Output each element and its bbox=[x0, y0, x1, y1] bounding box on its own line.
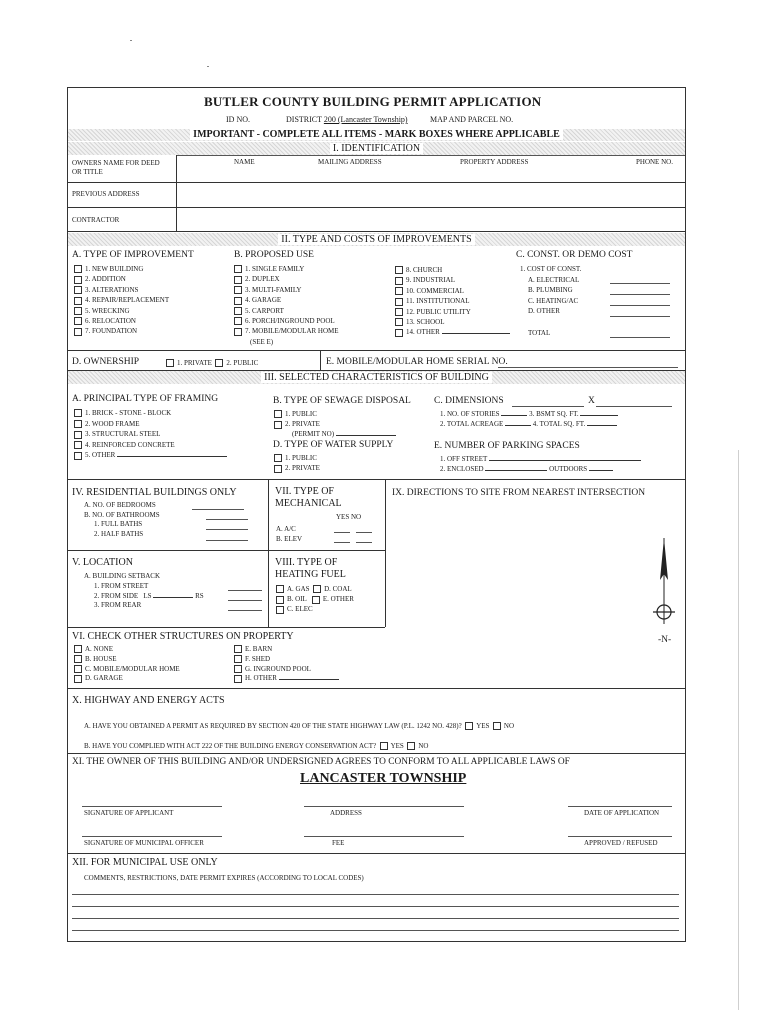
address-line[interactable] bbox=[304, 806, 464, 807]
yes-no-header: YES NO bbox=[336, 513, 362, 521]
dimensions-list bbox=[440, 409, 618, 430]
cost-row: C. HEATING/AC bbox=[528, 296, 579, 305]
framing-option[interactable]: 1. BRICK - STONE - BLOCK bbox=[74, 408, 227, 419]
electrical-blank[interactable] bbox=[610, 283, 670, 284]
fuel-elec[interactable]: C. ELEC bbox=[287, 605, 313, 614]
water-supply-title: D. TYPE OF WATER SUPPLY bbox=[273, 440, 394, 450]
from-street-label: 1. FROM STREET bbox=[94, 581, 149, 590]
framing-title: A. PRINCIPAL TYPE OF FRAMING bbox=[72, 394, 219, 404]
checkbox[interactable] bbox=[234, 286, 242, 294]
elev-yes-blank[interactable] bbox=[334, 542, 350, 543]
sewage-list bbox=[274, 409, 396, 440]
section-1-header: I. IDENTIFICATION bbox=[68, 142, 685, 155]
checkbox[interactable] bbox=[74, 420, 82, 428]
half-baths-label: 2. HALF BATHS bbox=[94, 529, 144, 538]
rule bbox=[68, 853, 685, 854]
ac-no-blank[interactable] bbox=[356, 532, 372, 533]
outdoors-label: OUTDOORS bbox=[549, 465, 588, 474]
bsmt-label: 3. BSMT SQ. FT. bbox=[529, 410, 579, 418]
checkbox[interactable] bbox=[74, 276, 82, 284]
improvement-option[interactable]: 1. NEW BUILDING bbox=[74, 264, 169, 274]
rule bbox=[68, 231, 685, 232]
comments-line[interactable] bbox=[72, 918, 679, 919]
proposed-use-option[interactable]: 10. COMMERCIAL bbox=[395, 286, 510, 296]
heating-fuel-list bbox=[276, 584, 354, 615]
full-baths-blank[interactable] bbox=[206, 529, 248, 530]
proposed-use-option[interactable]: 9. INDUSTRIAL bbox=[395, 275, 510, 285]
rule bbox=[68, 182, 685, 183]
comments-line[interactable] bbox=[72, 906, 679, 907]
fuel-other[interactable]: E. OTHER bbox=[322, 595, 354, 604]
framing-option[interactable]: 3. STRUCTURAL STEEL bbox=[74, 429, 227, 440]
rule bbox=[68, 753, 685, 754]
date-line[interactable] bbox=[568, 806, 672, 807]
improvement-option[interactable]: 6. RELOCATION bbox=[74, 316, 169, 326]
mechanical-title-line2: MECHANICAL bbox=[275, 498, 342, 509]
improvement-option[interactable]: 3. ALTERATIONS bbox=[74, 285, 169, 295]
framing-option[interactable]: 4. REINFORCED CONCRETE bbox=[74, 440, 227, 451]
proposed-use-list bbox=[234, 264, 339, 347]
proposed-use-option[interactable]: 13. SCHOOL bbox=[395, 317, 510, 327]
checkbox[interactable] bbox=[234, 297, 242, 305]
framing-option[interactable]: 2. WOOD FRAME bbox=[74, 419, 227, 430]
rule bbox=[68, 550, 385, 551]
checkbox[interactable] bbox=[395, 298, 403, 306]
sewage-title: B. TYPE OF SEWAGE DISPOSAL bbox=[273, 396, 411, 406]
heating-title-line1: VIII. TYPE OF bbox=[275, 557, 338, 568]
checkbox[interactable] bbox=[276, 596, 284, 604]
dimension-x: X bbox=[588, 396, 595, 406]
col-mailing-address: MAILING ADDRESS bbox=[318, 158, 382, 166]
parking-title: E. NUMBER OF PARKING SPACES bbox=[434, 441, 580, 451]
rule bbox=[176, 155, 177, 231]
checkbox[interactable] bbox=[234, 328, 242, 336]
improvement-option[interactable]: 4. REPAIR/REPLACEMENT bbox=[74, 295, 169, 305]
residential-list bbox=[84, 501, 160, 539]
structures-col-2 bbox=[234, 645, 339, 684]
serial-no-title: E. MOBILE/MODULAR HOME SERIAL NO. bbox=[326, 357, 508, 367]
other-structures-title: VI. CHECK OTHER STRUCTURES ON PROPERTY bbox=[72, 631, 294, 642]
rule bbox=[68, 688, 685, 689]
improvement-option[interactable]: 2. ADDITION bbox=[74, 274, 169, 284]
comments-label: COMMENTS, RESTRICTIONS, DATE PERMIT EXPIRES (ACCORDING TO LOCAL CODES) bbox=[84, 874, 364, 882]
rs-blank[interactable] bbox=[228, 600, 262, 601]
enclosed-label: 2. ENCLOSED bbox=[440, 465, 484, 474]
id-label: ID NO. bbox=[226, 115, 250, 124]
approved-line[interactable] bbox=[568, 836, 672, 837]
checkbox[interactable] bbox=[74, 431, 82, 439]
north-label: -N- bbox=[658, 635, 672, 645]
checkbox[interactable] bbox=[234, 276, 242, 284]
structure-option[interactable]: H. OTHER bbox=[234, 674, 339, 684]
heating-blank[interactable] bbox=[610, 305, 670, 306]
bedrooms-blank[interactable] bbox=[192, 509, 244, 510]
from-rear-label: 3. FROM REAR bbox=[94, 601, 142, 610]
checkbox[interactable] bbox=[274, 465, 282, 473]
heating-title-line2: HEATING FUEL bbox=[275, 569, 346, 580]
checkbox[interactable] bbox=[74, 441, 82, 449]
checkbox[interactable] bbox=[395, 287, 403, 295]
energy-yes[interactable]: YES bbox=[390, 742, 404, 750]
improvement-option[interactable]: 7. FOUNDATION bbox=[74, 326, 169, 336]
checkbox[interactable] bbox=[234, 665, 242, 673]
framing-list bbox=[74, 408, 227, 461]
location-title: V. LOCATION bbox=[72, 557, 133, 568]
off-street-label: 1. OFF STREET bbox=[440, 455, 488, 463]
checkbox[interactable] bbox=[74, 328, 82, 336]
mechanical-title bbox=[275, 486, 342, 510]
checkbox[interactable] bbox=[74, 297, 82, 305]
highway-energy-title: X. HIGHWAY AND ENERGY ACTS bbox=[72, 695, 225, 706]
previous-address-label: PREVIOUS ADDRESS bbox=[72, 190, 140, 198]
owner-name-label: OWNERS NAME FOR DEED OR TITLE bbox=[72, 159, 160, 176]
heating-fuel-title bbox=[275, 557, 346, 581]
serial-no-blank[interactable] bbox=[498, 367, 678, 368]
comments-line[interactable] bbox=[72, 894, 679, 895]
rule bbox=[320, 350, 321, 370]
rule bbox=[68, 350, 685, 351]
structure-option[interactable]: B. HOUSE bbox=[74, 655, 180, 665]
water-option[interactable]: 2. PRIVATE bbox=[274, 463, 320, 473]
water-option[interactable]: 1. PUBLIC bbox=[274, 453, 320, 463]
approved-label: APPROVED / REFUSED bbox=[584, 839, 658, 847]
improvement-list bbox=[74, 264, 169, 337]
checkbox[interactable] bbox=[465, 722, 473, 730]
fee-line[interactable] bbox=[304, 836, 464, 837]
acreage-label: 2. TOTAL ACREAGE bbox=[440, 420, 504, 429]
comments-line[interactable] bbox=[72, 930, 679, 931]
plumbing-blank[interactable] bbox=[610, 294, 670, 295]
total-blank[interactable] bbox=[610, 337, 670, 338]
rule bbox=[68, 627, 385, 628]
fuel-gas[interactable]: A. GAS bbox=[287, 585, 310, 593]
permit-form bbox=[67, 87, 686, 942]
checkbox[interactable] bbox=[234, 265, 242, 273]
col-property-address: PROPERTY ADDRESS bbox=[460, 158, 529, 166]
dimension-blank[interactable] bbox=[596, 406, 672, 407]
checkbox[interactable] bbox=[274, 454, 282, 462]
cost-list bbox=[520, 264, 581, 317]
checkbox[interactable] bbox=[74, 307, 82, 315]
dimensions-title: C. DIMENSIONS bbox=[434, 396, 504, 406]
applicant-signature-line[interactable] bbox=[82, 806, 222, 807]
important-banner: IMPORTANT - COMPLETE ALL ITEMS - MARK BOXES WHERE APPLICABLE bbox=[68, 129, 685, 141]
checkbox[interactable] bbox=[74, 409, 82, 417]
checkbox[interactable] bbox=[312, 596, 320, 604]
elev-no-blank[interactable] bbox=[356, 542, 372, 543]
checkbox[interactable] bbox=[74, 265, 82, 273]
ls-label: LS bbox=[143, 591, 152, 600]
structure-option[interactable]: A. NONE bbox=[74, 645, 180, 655]
form-title: BUTLER COUNTY BUILDING PERMIT APPLICATION bbox=[204, 94, 542, 109]
checkbox[interactable] bbox=[274, 421, 282, 429]
highway-no[interactable]: NO bbox=[503, 722, 515, 730]
cost-row: 1. COST OF CONST. bbox=[520, 265, 582, 273]
cost-row: D. OTHER bbox=[528, 307, 560, 316]
mechanical-list bbox=[276, 524, 302, 544]
proposed-use-option[interactable]: 3. MULTI-FAMILY bbox=[234, 285, 339, 295]
date-label: DATE OF APPLICATION bbox=[584, 809, 660, 817]
cost-row: A. ELECTRICAL bbox=[528, 275, 580, 284]
proposed-use-option[interactable]: 8. CHURCH bbox=[395, 265, 510, 275]
structure-option[interactable]: D. GARAGE bbox=[74, 674, 180, 684]
proposed-use-list-2 bbox=[395, 265, 510, 338]
ownership-private[interactable]: 1. PRIVATE bbox=[177, 359, 212, 367]
setback-label: A. BUILDING SETBACK bbox=[84, 572, 161, 580]
proposed-use-option[interactable]: 1. SINGLE FAMILY bbox=[234, 264, 339, 274]
checkbox[interactable] bbox=[395, 266, 403, 274]
proposed-use-option[interactable]: 4. GARAGE bbox=[234, 295, 339, 305]
from-side-label: 2. FROM SIDE LS RS bbox=[94, 591, 204, 600]
proposed-use-option[interactable]: 12. PUBLIC UTILITY bbox=[395, 307, 510, 317]
highway-yes[interactable]: YES bbox=[476, 722, 490, 730]
address-label: ADDRESS bbox=[330, 809, 362, 817]
proposed-use-title: B. PROPOSED USE bbox=[234, 250, 314, 260]
officer-signature-line[interactable] bbox=[82, 836, 222, 837]
checkbox[interactable] bbox=[74, 317, 82, 325]
checkbox[interactable] bbox=[234, 645, 242, 653]
proposed-use-option[interactable]: 2. DUPLEX bbox=[234, 274, 339, 284]
checkbox[interactable] bbox=[234, 655, 242, 663]
bathrooms-label: B. NO. OF BATHROOMS bbox=[84, 510, 160, 519]
permit-no-note: (PERMIT NO) bbox=[274, 429, 396, 439]
total-label: TOTAL bbox=[528, 329, 551, 337]
checkbox[interactable] bbox=[234, 317, 242, 325]
structure-option[interactable]: F. SHED bbox=[234, 655, 339, 665]
checkbox[interactable] bbox=[395, 318, 403, 326]
municipal-use-title: XII. FOR MUNICIPAL USE ONLY bbox=[72, 857, 218, 868]
col-phone: PHONE NO. bbox=[636, 158, 673, 166]
structure-option[interactable]: E. BARN bbox=[234, 645, 339, 655]
checkbox[interactable] bbox=[215, 359, 223, 367]
district-label: DISTRICT 200 (Lancaster Township) bbox=[286, 115, 408, 124]
rule bbox=[176, 155, 685, 156]
section-2-header: II. TYPE AND COSTS OF IMPROVEMENTS bbox=[68, 233, 685, 246]
from-rear-blank[interactable] bbox=[228, 610, 262, 611]
checkbox[interactable] bbox=[395, 329, 403, 337]
rule bbox=[68, 207, 685, 208]
proposed-use-option[interactable]: 5. CARPORT bbox=[234, 306, 339, 316]
checkbox[interactable] bbox=[276, 606, 284, 614]
checkbox[interactable] bbox=[313, 585, 321, 593]
bathrooms-blank[interactable] bbox=[206, 519, 248, 520]
energy-no[interactable]: NO bbox=[418, 742, 429, 750]
proposed-use-option[interactable]: 11. INSTITUTIONAL bbox=[395, 296, 510, 306]
north-arrow-icon bbox=[649, 534, 679, 644]
section-3-header: III. SELECTED CHARACTERISTICS OF BUILDING bbox=[68, 371, 685, 384]
checkbox[interactable] bbox=[380, 742, 388, 750]
type-of-improvement-title: A. TYPE OF IMPROVEMENT bbox=[72, 250, 194, 260]
scan-speck bbox=[130, 40, 132, 41]
directions-title: IX. DIRECTIONS TO SITE FROM NEAREST INTERSECTION bbox=[392, 488, 646, 498]
rule bbox=[268, 479, 269, 627]
checkbox[interactable] bbox=[74, 286, 82, 294]
checkbox[interactable] bbox=[274, 410, 282, 418]
scan-edge bbox=[738, 450, 739, 1010]
map-parcel-label: MAP AND PARCEL NO. bbox=[430, 115, 514, 124]
proposed-use-option[interactable]: 6. PORCH/INGROUND POOL bbox=[234, 316, 339, 326]
contractor-label: CONTRACTOR bbox=[72, 216, 120, 224]
see-e-note: (SEE E) bbox=[250, 337, 274, 346]
structures-col-1 bbox=[74, 645, 180, 684]
fee-label: FEE bbox=[332, 839, 345, 847]
col-name: NAME bbox=[234, 158, 255, 166]
energy-question: B. HAVE YOU COMPLIED WITH ACT 222 OF THE BUILDING ENERGY CONSERVATION ACT? YES NO bbox=[84, 742, 429, 750]
scan-speck bbox=[207, 66, 209, 67]
ac-yes-blank[interactable] bbox=[334, 532, 350, 533]
checkbox[interactable] bbox=[74, 645, 82, 653]
checkbox[interactable] bbox=[74, 655, 82, 663]
ownership-options bbox=[166, 359, 258, 367]
structure-option[interactable]: C. MOBILE/MODULAR HOME bbox=[74, 665, 180, 675]
checkbox[interactable] bbox=[74, 452, 82, 460]
highway-question: A. HAVE YOU OBTAINED A PERMIT AS REQUIRED BY SECTION 420 OF THE STATE HIGHWAY LAW (P.L. 1242 NO. 428)? YES NO bbox=[84, 722, 515, 730]
half-baths-blank[interactable] bbox=[206, 540, 248, 541]
cost-row: B. PLUMBING bbox=[528, 286, 573, 295]
applicant-signature-label: SIGNATURE OF APPLICANT bbox=[84, 809, 174, 817]
ownership-title: D. OWNERSHIP bbox=[72, 357, 140, 367]
checkbox[interactable] bbox=[234, 675, 242, 683]
framing-option[interactable]: 5. OTHER bbox=[74, 450, 227, 461]
proposed-use-option[interactable]: 14. OTHER bbox=[395, 327, 510, 337]
improvement-option[interactable]: 5. WRECKING bbox=[74, 306, 169, 316]
checkbox[interactable] bbox=[395, 277, 403, 285]
rule bbox=[385, 479, 386, 627]
stories-label: 1. NO. OF STORIES bbox=[440, 410, 500, 418]
officer-signature-label: SIGNATURE OF MUNICIPAL OFFICER bbox=[84, 839, 204, 847]
fuel-oil[interactable]: B. OIL bbox=[287, 595, 307, 604]
checkbox[interactable] bbox=[276, 585, 284, 593]
township-name: LANCASTER TOWNSHIP bbox=[300, 771, 467, 786]
ownership-public[interactable]: 2. PUBLIC bbox=[226, 359, 259, 367]
mechanical-title-line1: VII. TYPE OF bbox=[275, 486, 334, 497]
water-supply-list bbox=[274, 453, 320, 473]
checkbox[interactable] bbox=[74, 665, 82, 673]
checkbox[interactable] bbox=[493, 722, 501, 730]
checkbox[interactable] bbox=[74, 675, 82, 683]
full-baths-label: 1. FULL BATHS bbox=[94, 520, 143, 529]
const-demo-cost-title: C. CONST. OR DEMO COST bbox=[516, 250, 633, 260]
checkbox[interactable] bbox=[166, 359, 174, 367]
rule bbox=[68, 479, 685, 480]
agreement-text: XI. THE OWNER OF THIS BUILDING AND/OR UNDERSIGNED AGREES TO CONFORM TO ALL APPLICABLE LAWS OF bbox=[72, 757, 570, 767]
checkbox[interactable] bbox=[395, 308, 403, 316]
structure-option[interactable]: G. INGROUND POOL bbox=[234, 665, 339, 675]
from-street-blank[interactable] bbox=[228, 590, 262, 591]
ac-label: A. A/C bbox=[276, 525, 296, 533]
dimension-blank[interactable] bbox=[512, 406, 584, 407]
other-cost-blank[interactable] bbox=[610, 316, 670, 317]
proposed-use-option[interactable]: 7. MOBILE/MODULAR HOME bbox=[234, 326, 339, 336]
fuel-coal[interactable]: D. COAL bbox=[324, 585, 352, 593]
elev-label: B. ELEV bbox=[276, 535, 303, 543]
checkbox[interactable] bbox=[234, 307, 242, 315]
total-sqft-label: 4. TOTAL SQ. FT. bbox=[532, 420, 586, 429]
location-list bbox=[84, 572, 204, 611]
sewage-option[interactable]: 2. PRIVATE bbox=[274, 419, 396, 429]
checkbox[interactable] bbox=[407, 742, 415, 750]
parking-list bbox=[440, 454, 641, 474]
rs-label: RS bbox=[195, 591, 204, 600]
sewage-option[interactable]: 1. PUBLIC bbox=[274, 409, 396, 419]
residential-title: IV. RESIDENTIAL BUILDINGS ONLY bbox=[72, 487, 237, 498]
bedrooms-label: A. NO. OF BEDROOMS bbox=[84, 501, 156, 509]
district-value: 200 (Lancaster Township) bbox=[323, 115, 408, 124]
